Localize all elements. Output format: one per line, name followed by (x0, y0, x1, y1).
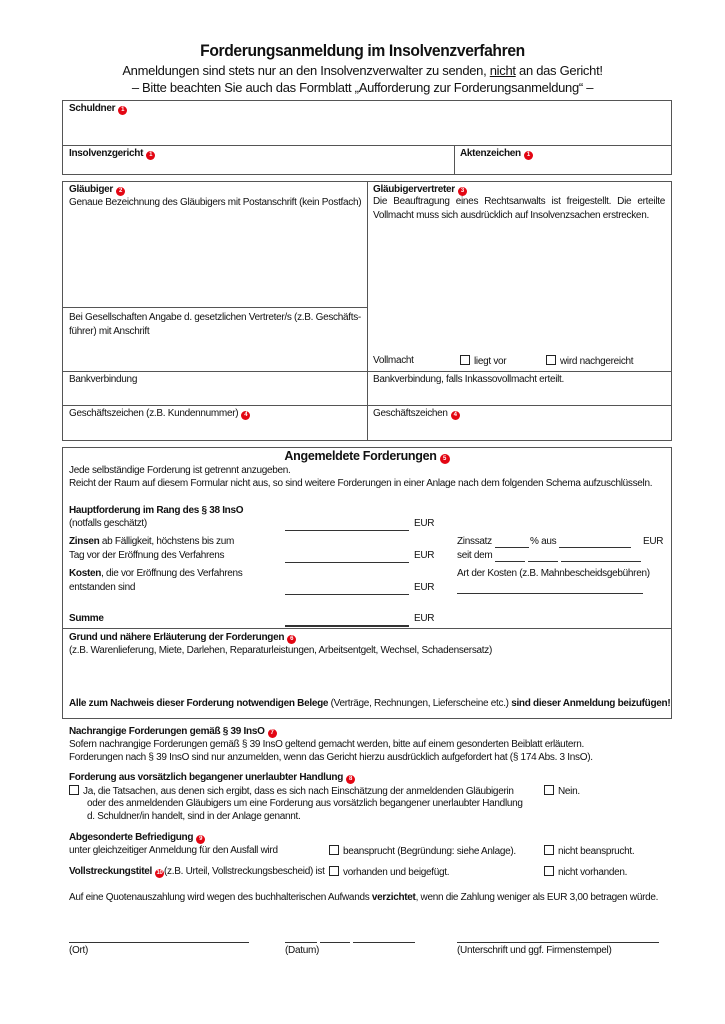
separate-claimed-option[interactable]: beansprucht (Begründung: siehe Anlage). (329, 845, 516, 857)
representative-reference-field[interactable] (368, 420, 671, 440)
divider (63, 405, 671, 406)
interest-base-input[interactable] (559, 547, 631, 548)
since-label: seit dem (457, 550, 493, 561)
court-field[interactable] (63, 159, 453, 174)
subordinate-line-1: Sofern nachrangige Forderungen gemäß § 39 InsO geltend gemacht werden, bitte auf einem gesonderten Beiblatt erläutern. (69, 739, 584, 750)
marker-9-icon: 9 (196, 835, 205, 844)
poa-present-option[interactable]: liegt vor (460, 355, 506, 367)
debtor-label: Schuldner 1 (69, 103, 127, 115)
separate-not-claimed-checkbox[interactable] (544, 845, 554, 855)
representative-reference-label: Geschäftszeichen 4 (373, 408, 460, 420)
company-representative-hint: Bei Gesellschaften Angabe d. gesetzlichen Vertreter/s (z.B. Geschäfts-führer) mit Anschrift (69, 312, 361, 337)
representative-bank-label: Bankverbindung, falls Inkassovollmacht erteilt. (373, 374, 565, 385)
creditor-bank-label: Bankverbindung (69, 374, 138, 385)
tort-yes-line-3: d. Schuldner/in handelt, sind in der Anlage genannt. (87, 811, 301, 822)
tort-label: Forderung aus vorsätzlich begangener unerlaubter Handlung 8 (69, 772, 355, 784)
currency-label: EUR (643, 536, 664, 547)
enforcement-title-label: Vollstreckungstitel 10(z.B. Urteil, Vollstreckungsbescheid) ist (69, 866, 325, 877)
claims-section (62, 447, 672, 719)
separate-satisfaction-text: unter gleichzeitiger Anmeldung für den Ausfall wird (69, 845, 278, 856)
tort-yes-checkbox[interactable] (69, 785, 79, 795)
separate-not-claimed-option[interactable]: nicht beansprucht. (544, 845, 634, 857)
divider (63, 371, 671, 372)
date-day-input[interactable] (285, 942, 317, 943)
signature-input[interactable] (457, 942, 659, 943)
date-label: (Datum) (285, 945, 320, 956)
place-label: (Ort) (69, 945, 89, 956)
main-claim-label: Hauptforderung im Rang des § 38 InsO (69, 505, 244, 516)
sum-label: Summe (69, 613, 104, 624)
interest-label-2: Tag vor der Eröffnung des Verfahrens (69, 550, 225, 561)
poa-present-checkbox[interactable] (460, 355, 470, 365)
marker-10-icon: 10 (156, 870, 163, 876)
title-absent-checkbox[interactable] (544, 866, 554, 876)
interest-label: Zinsen ab Fälligkeit, höchstens bis zum (69, 536, 235, 547)
subtitle-text-end: an das Gericht! (515, 63, 603, 78)
since-month-input[interactable] (528, 561, 558, 562)
title-absent-option[interactable]: nicht vorhanden. (544, 866, 627, 878)
divider (63, 307, 367, 308)
reason-field[interactable] (63, 658, 671, 696)
currency-label: EUR (414, 518, 435, 529)
marker-2-icon: 2 (116, 187, 125, 196)
title-present-checkbox[interactable] (329, 866, 339, 876)
tort-no-checkbox[interactable] (544, 785, 554, 795)
file-number-field[interactable] (455, 159, 671, 174)
tort-no-option[interactable]: Nein. (544, 785, 580, 797)
creditor-bank-field[interactable] (63, 386, 366, 405)
claims-note-2: Reicht der Raum auf diesem Formular nicht aus, so sind weitere Forderungen in einer Anlage nach dem folgenden Schema aufzuschlüsseln. (69, 478, 653, 489)
poa-later-checkbox[interactable] (546, 355, 556, 365)
currency-label: EUR (414, 582, 435, 593)
marker-3-icon: 3 (458, 187, 467, 196)
claims-note-1: Jede selbständige Forderung ist getrennt anzugeben. (69, 465, 291, 476)
power-of-attorney-label: Vollmacht (373, 355, 414, 366)
poa-later-option[interactable]: wird nachgereicht (546, 355, 633, 367)
form-subtitle (0, 63, 725, 78)
representative-bank-field[interactable] (368, 386, 671, 405)
creditor-reference-field[interactable] (63, 420, 366, 440)
evidence-note: Alle zum Nachweis dieser Forderung notwendigen Belege (Verträge, Rechnungen, Lieferscheine etc.) sind dieser Anmeldung beizufügen! (69, 698, 671, 709)
marker-4-icon: 4 (451, 411, 460, 420)
marker-4-icon: 4 (241, 411, 250, 420)
marker-7-icon: 7 (268, 729, 277, 738)
form-title: Forderungsanmeldung im Insolvenzverfahren (200, 41, 525, 60)
sum-amount-input[interactable] (285, 625, 409, 627)
debtor-field[interactable] (63, 115, 671, 145)
representative-label: Gläubigervertreter 3 (373, 184, 467, 196)
cost-type-label: Art der Kosten (z.B. Mahnbescheidsgebühren) (457, 568, 650, 579)
currency-label: EUR (414, 550, 435, 561)
creditor-label: Gläubiger 2 (69, 184, 125, 196)
court-label: Insolvenzgericht 1 (69, 148, 155, 160)
currency-label: EUR (414, 613, 435, 624)
costs-amount-input[interactable] (285, 594, 409, 595)
tort-yes-line-2: oder des anmeldenden Gläubigers um eine Forderung aus vorsätzlich begangener unerlaubter Handlung (87, 798, 523, 809)
subordinate-claims-label: Nachrangige Forderungen gemäß § 39 InsO 7 (69, 726, 277, 738)
creditor-address-field[interactable] (63, 212, 366, 307)
marker-8-icon: 8 (346, 775, 355, 784)
date-year-input[interactable] (353, 942, 415, 943)
interest-rate-label: Zinssatz (457, 536, 492, 547)
interest-rate-input[interactable] (495, 547, 529, 548)
creditor-hint: Genaue Bezeichnung des Gläubigers mit Postanschrift (kein Postfach) (69, 197, 362, 208)
claims-heading: Angemeldete Forderungen 5 (63, 449, 671, 464)
marker-1-icon: 1 (146, 151, 155, 160)
company-representative-field[interactable] (63, 342, 366, 371)
divider (63, 628, 671, 629)
subordinate-line-2: Forderungen nach § 39 InsO sind nur anzumelden, wenn das Gericht hierzu ausdrücklich aufgefordert hat (§ 174 Abs. 3 InsO). (69, 752, 593, 763)
interest-from-label: % aus (530, 536, 557, 547)
main-claim-sub: (notfalls geschätzt) (69, 518, 147, 529)
costs-label-2: entstanden sind (69, 582, 136, 593)
marker-1-icon: 1 (524, 151, 533, 160)
representative-hint: Die Beauftragung eines Rechtsanwalts ist freigestellt. Die erteilte Vollmacht muss sich ausdrücklich auf Insolvenzsachen erstrecken. (373, 196, 665, 221)
signature-label: (Unterschrift und ggf. Firmenstempel) (457, 945, 612, 956)
separate-satisfaction-label: Abgesonderte Befriedigung 9 (69, 832, 205, 844)
cost-type-input[interactable] (457, 593, 643, 594)
since-year-input[interactable] (561, 561, 641, 562)
main-claim-amount-input[interactable] (285, 530, 409, 531)
subtitle-emphasis: nicht (489, 63, 516, 78)
separate-claimed-checkbox[interactable] (329, 845, 339, 855)
file-number-label: Aktenzeichen 1 (460, 148, 533, 160)
title-present-option[interactable]: vorhanden und beigefügt. (329, 866, 449, 878)
debtor-section (62, 100, 672, 175)
reason-label: Grund und nähere Erläuterung der Forderungen 6 (69, 632, 296, 644)
date-month-input[interactable] (320, 942, 350, 943)
creditor-section (62, 181, 672, 441)
form-subtitle-2: – Bitte beachten Sie auch das Formblatt „Aufforderung zur Forderungsanmeldung“ – (131, 80, 594, 95)
creditor-reference-label: Geschäftszeichen (z.B. Kundennummer) 4 (69, 408, 250, 420)
marker-6-icon: 6 (287, 635, 296, 644)
since-day-input[interactable] (495, 561, 525, 562)
representative-field[interactable] (368, 226, 671, 351)
place-input[interactable] (69, 942, 249, 943)
marker-5-icon: 5 (440, 454, 450, 464)
reason-hint: (z.B. Warenlieferung, Miete, Darlehen, Reparaturleistungen, Arbeitsentgelt, Wechsel, Schadensersatz) (69, 645, 493, 656)
marker-1-icon: 1 (118, 106, 127, 115)
subtitle-text: Anmeldungen sind stets nur an den Insolvenzverwalter zu senden, (122, 63, 490, 78)
tort-yes-option[interactable]: Ja, die Tatsachen, aus denen sich ergibt, dass es sich nach Einschätzung der anmeldenden Gläubigerin (69, 785, 514, 797)
waiver-note: Auf eine Quotenauszahlung wird wegen des buchhalterischen Aufwands verzichtet, wenn die Zahlung weniger als EUR 3,00 betragen würde. (69, 892, 659, 903)
interest-amount-input[interactable] (285, 562, 409, 563)
divider (63, 145, 671, 146)
costs-label: Kosten, die vor Eröffnung des Verfahrens (69, 568, 243, 579)
